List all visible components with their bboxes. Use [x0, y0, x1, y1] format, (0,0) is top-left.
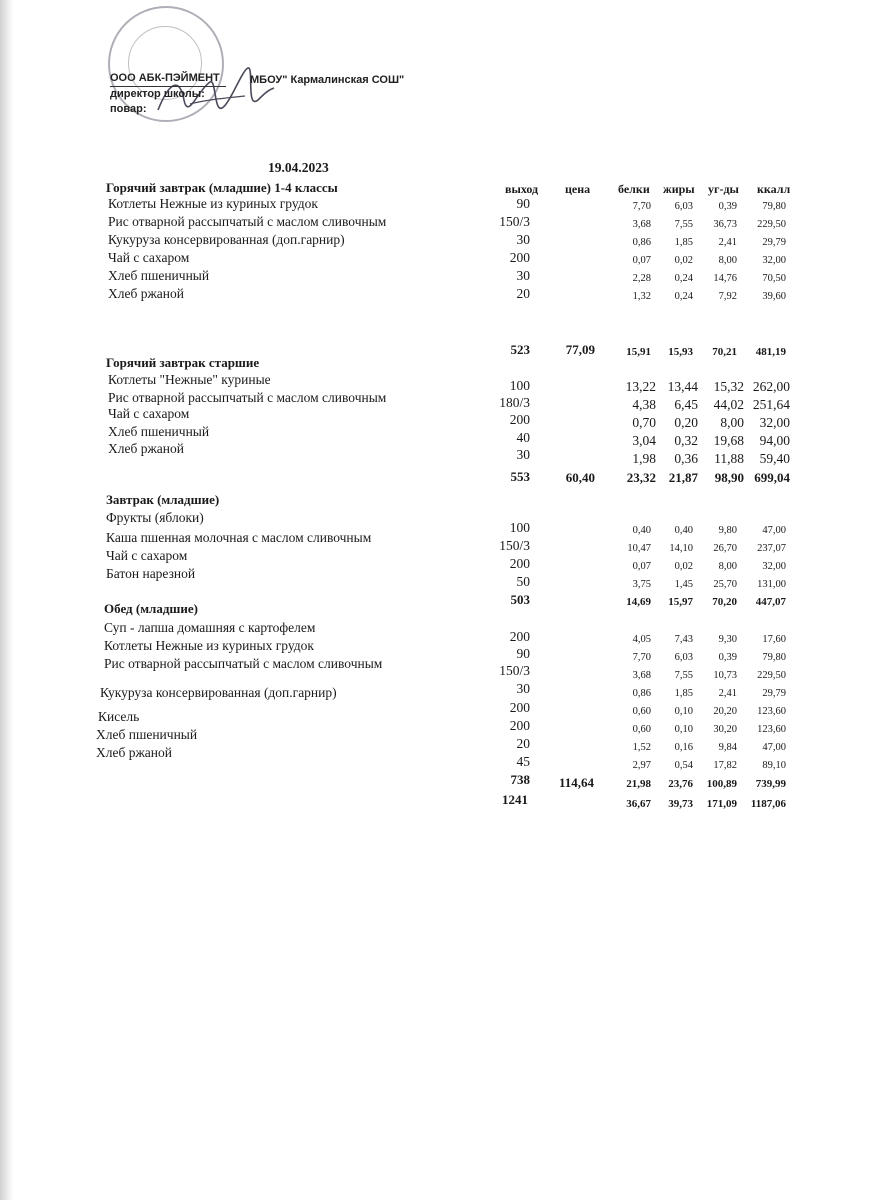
yield-value: 90	[516, 646, 530, 661]
kcal-value: 32,00	[759, 415, 790, 430]
protein-value: 3,75	[632, 579, 651, 590]
dish-name: Кукуруза консервированная (доп.гарнир)	[108, 232, 345, 247]
carbs-value: 0,39	[718, 652, 737, 663]
carbs-value: 19,68	[713, 433, 744, 448]
fat-value: 0,10	[674, 724, 693, 735]
total-protein: 21,98	[626, 778, 651, 790]
yield-value: 100	[509, 520, 530, 535]
total-kcal: 447,07	[755, 596, 786, 608]
column-header-cena: цена	[565, 182, 591, 196]
total-yield: 553	[510, 469, 530, 484]
total-fat: 21,87	[668, 470, 698, 485]
protein-value: 0,07	[632, 561, 651, 572]
protein-value: 2,28	[632, 273, 651, 284]
school-name: МБОУ" Кармалинская СОШ"	[250, 74, 405, 86]
protein-value: 13,22	[625, 379, 656, 394]
carbs-value: 8,00	[718, 561, 737, 572]
kcal-value: 70,50	[762, 273, 786, 284]
fat-value: 14,10	[669, 543, 693, 554]
cook-label: повар:	[110, 103, 147, 115]
kcal-value: 47,00	[762, 525, 786, 536]
yield-value: 20	[516, 736, 530, 751]
carbs-value: 26,70	[713, 543, 737, 554]
column-header-belki: белки	[618, 182, 650, 196]
grand-total-protein: 36,67	[626, 798, 651, 810]
dish-name: Хлеб ржаной	[96, 745, 172, 760]
grand-total-carbs: 171,09	[706, 798, 737, 810]
total-kcal: 739,99	[755, 778, 786, 790]
carbs-value: 20,20	[713, 706, 737, 717]
protein-value: 0,07	[632, 255, 651, 266]
carbs-value: 30,20	[713, 724, 737, 735]
fat-value: 0,24	[674, 273, 693, 284]
yield-value: 200	[509, 700, 530, 715]
kcal-value: 262,00	[752, 379, 790, 394]
kcal-value: 123,60	[757, 724, 786, 735]
grand-total-fat: 39,73	[668, 798, 693, 810]
dish-name: Кисель	[98, 709, 140, 724]
protein-value: 10,47	[627, 543, 651, 554]
yield-value: 30	[516, 447, 530, 462]
carbs-value: 9,30	[718, 634, 737, 645]
kcal-value: 251,64	[752, 397, 790, 412]
yield-value: 200	[509, 250, 530, 265]
column-header-zhiry: жиры	[663, 182, 695, 196]
section-title: Горячий завтрак (младшие) 1-4 классы	[106, 180, 338, 195]
total-protein: 14,69	[626, 596, 651, 608]
kcal-value: 229,50	[757, 219, 786, 230]
yield-value: 30	[516, 232, 530, 247]
total-carbs: 100,89	[706, 778, 737, 790]
total-carbs: 98,90	[714, 470, 744, 485]
protein-value: 4,38	[632, 397, 656, 412]
kcal-value: 59,40	[759, 451, 790, 466]
kcal-value: 229,50	[757, 670, 786, 681]
fat-value: 0,20	[674, 415, 698, 430]
dish-name: Котлеты Нежные из куриных грудок	[104, 638, 314, 653]
fat-value: 6,03	[674, 201, 693, 212]
kcal-value: 29,79	[762, 688, 786, 699]
carbs-value: 15,32	[713, 379, 744, 394]
fat-value: 1,85	[674, 688, 693, 699]
director-label: директор школы:	[110, 88, 205, 100]
yield-value: 30	[516, 268, 530, 283]
carbs-value: 10,73	[713, 670, 737, 681]
section-title: Обед (младшие)	[104, 601, 198, 616]
total-fat: 15,93	[668, 346, 693, 358]
yield-value: 100	[509, 378, 530, 393]
kcal-value: 237,07	[757, 543, 786, 554]
fat-value: 0,02	[674, 255, 693, 266]
dish-name: Батон нарезной	[106, 566, 196, 581]
section-title: Горячий завтрак старшие	[106, 355, 260, 370]
yield-value: 45	[516, 754, 530, 769]
yield-value: 150/3	[499, 538, 530, 553]
protein-value: 0,40	[632, 525, 651, 536]
yield-value: 200	[509, 629, 530, 644]
document-date: 19.04.2023	[268, 160, 329, 175]
fat-value: 0,40	[674, 525, 693, 536]
dish-name: Хлеб пшеничный	[108, 424, 210, 439]
yield-value: 30	[516, 681, 530, 696]
total-protein: 23,32	[626, 470, 656, 485]
total-fat: 15,97	[668, 596, 693, 608]
total-protein: 15,91	[626, 346, 651, 358]
protein-value: 7,70	[632, 201, 651, 212]
fat-value: 0,24	[674, 291, 693, 302]
fat-value: 13,44	[667, 379, 698, 394]
protein-value: 0,60	[632, 706, 651, 717]
dish-name: Чай с сахаром	[108, 250, 190, 265]
kcal-value: 17,60	[762, 634, 786, 645]
fat-value: 0,36	[674, 451, 698, 466]
yield-value: 200	[509, 556, 530, 571]
dish-name: Рис отварной рассыпчатый с маслом сливочным	[104, 656, 383, 671]
kcal-value: 39,60	[762, 291, 786, 302]
protein-value: 1,52	[632, 742, 651, 753]
protein-value: 3,04	[632, 433, 656, 448]
total-kcal: 699,04	[754, 470, 790, 485]
carbs-value: 2,41	[718, 688, 737, 699]
dish-name: Чай с сахаром	[108, 406, 190, 421]
yield-value: 40	[516, 430, 530, 445]
total-price: 114,64	[558, 775, 594, 790]
carbs-value: 14,76	[713, 273, 737, 284]
column-header-ugdy: уг-ды	[708, 182, 739, 196]
fat-value: 6,45	[674, 397, 698, 412]
protein-value: 2,97	[632, 760, 651, 771]
fat-value: 7,55	[674, 670, 693, 681]
fat-value: 1,45	[674, 579, 693, 590]
yield-value: 200	[509, 412, 530, 427]
protein-value: 0,86	[632, 688, 651, 699]
total-yield: 523	[510, 342, 530, 357]
carbs-value: 17,82	[713, 760, 737, 771]
dish-name: Фрукты (яблоки)	[106, 510, 204, 525]
protein-value: 0,60	[632, 724, 651, 735]
fat-value: 7,43	[674, 634, 693, 645]
fat-value: 1,85	[674, 237, 693, 248]
total-carbs: 70,20	[712, 596, 737, 608]
section-title: Завтрак (младшие)	[106, 492, 220, 507]
total-price: 77,09	[565, 342, 595, 357]
protein-value: 1,32	[632, 291, 651, 302]
dish-name: Котлеты Нежные из куриных грудок	[108, 196, 318, 211]
yield-value: 150/3	[499, 663, 530, 678]
fat-value: 0,16	[674, 742, 693, 753]
protein-value: 4,05	[632, 634, 651, 645]
yield-value: 50	[516, 574, 530, 589]
grand-total-kcal: 1187,06	[750, 798, 786, 810]
kcal-value: 79,80	[762, 652, 786, 663]
protein-value: 3,68	[632, 219, 651, 230]
total-kcal: 481,19	[755, 346, 786, 358]
kcal-value: 94,00	[759, 433, 790, 448]
total-yield: 738	[510, 772, 530, 787]
yield-value: 180/3	[499, 395, 530, 410]
carbs-value: 25,70	[713, 579, 737, 590]
yield-value: 200	[509, 718, 530, 733]
kcal-value: 89,10	[762, 760, 786, 771]
dish-name: Суп - лапша домашняя с картофелем	[104, 620, 316, 635]
carbs-value: 11,88	[714, 451, 744, 466]
kcal-value: 32,00	[762, 561, 786, 572]
org-name: ООО АБК-ПЭЙМЕНТ	[110, 72, 220, 84]
column-header-vyhod: выход	[505, 182, 539, 196]
dish-name: Чай с сахаром	[106, 548, 188, 563]
dish-name: Хлеб пшеничный	[108, 268, 210, 283]
protein-value: 3,68	[632, 670, 651, 681]
carbs-value: 7,92	[718, 291, 737, 302]
column-header-kcal: ккалл	[757, 182, 791, 196]
carbs-value: 0,39	[718, 201, 737, 212]
kcal-value: 79,80	[762, 201, 786, 212]
yield-value: 20	[516, 286, 530, 301]
yield-value: 150/3	[499, 214, 530, 229]
yield-value: 90	[516, 196, 530, 211]
protein-value: 1,98	[632, 451, 656, 466]
protein-value: 7,70	[632, 652, 651, 663]
fat-value: 0,54	[674, 760, 693, 771]
dish-name: Котлеты "Нежные" куриные	[108, 372, 271, 387]
kcal-value: 123,60	[757, 706, 786, 717]
fat-value: 0,32	[674, 433, 698, 448]
org-underline	[110, 86, 226, 87]
kcal-value: 47,00	[762, 742, 786, 753]
carbs-value: 8,00	[718, 255, 737, 266]
dish-name: Рис отварной рассыпчатый с маслом сливочным	[108, 390, 387, 405]
grand-total-yield: 1241	[502, 792, 528, 807]
total-price: 60,40	[565, 470, 595, 485]
protein-value: 0,70	[632, 415, 656, 430]
fat-value: 0,02	[674, 561, 693, 572]
total-fat: 23,76	[668, 778, 693, 790]
protein-value: 0,86	[632, 237, 651, 248]
fat-value: 6,03	[674, 652, 693, 663]
carbs-value: 8,00	[720, 415, 744, 430]
carbs-value: 9,80	[718, 525, 737, 536]
total-yield: 503	[510, 592, 530, 607]
carbs-value: 2,41	[718, 237, 737, 248]
fat-value: 7,55	[674, 219, 693, 230]
kcal-value: 29,79	[762, 237, 786, 248]
kcal-value: 131,00	[757, 579, 786, 590]
dish-name: Каша пшенная молочная с маслом сливочным	[106, 530, 372, 545]
dish-name: Рис отварной рассыпчатый с маслом сливочным	[108, 214, 387, 229]
dish-name: Хлеб ржаной	[108, 286, 184, 301]
total-carbs: 70,21	[712, 346, 737, 358]
carbs-value: 36,73	[713, 219, 737, 230]
carbs-value: 44,02	[713, 397, 744, 412]
dish-name: Кукуруза консервированная (доп.гарнир)	[100, 685, 337, 700]
scan-edge-shadow	[0, 0, 14, 1200]
kcal-value: 32,00	[762, 255, 786, 266]
carbs-value: 9,84	[718, 742, 737, 753]
fat-value: 0,10	[674, 706, 693, 717]
dish-name: Хлеб ржаной	[108, 441, 184, 456]
dish-name: Хлеб пшеничный	[96, 727, 198, 742]
